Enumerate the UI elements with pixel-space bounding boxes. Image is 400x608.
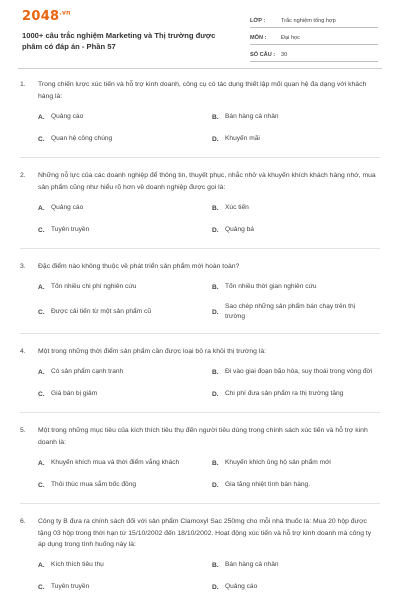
option-letter: A. (38, 459, 45, 467)
option-letter: B. (212, 368, 219, 376)
option-letter: D. (212, 308, 219, 316)
question-number: 2. (20, 172, 26, 179)
option-letter: D. (212, 481, 219, 489)
answer-options (0, 364, 400, 402)
answer-options (0, 200, 400, 238)
option-text: Bán hàng cá nhân (225, 561, 279, 569)
option-c[interactable] (38, 477, 212, 493)
option-a[interactable] (38, 455, 212, 471)
option-b[interactable] (212, 280, 386, 296)
document-title: 1000+ câu trắc nghiệm Marketing và Thị trường được phâm có đáp án - Phần 57 (22, 31, 216, 51)
option-b[interactable] (212, 109, 386, 125)
meta-row-class (250, 14, 378, 28)
option-letter: A. (38, 284, 45, 291)
option-d[interactable] (212, 222, 386, 238)
question-list (0, 79, 400, 608)
question-separator (20, 248, 380, 249)
question-number: 1. (20, 81, 26, 88)
option-letter: D. (212, 226, 219, 234)
option-letter: D. (212, 584, 219, 591)
meta-value: Đại học (281, 34, 300, 41)
option-c[interactable] (38, 222, 212, 238)
option-a[interactable] (38, 109, 212, 125)
question-6 (0, 516, 400, 596)
option-text: Khuyến mãi (225, 134, 260, 142)
option-c[interactable] (38, 131, 212, 147)
option-a[interactable] (38, 364, 212, 380)
question-text: Đặc điểm nào không thuộc về phát triển sản phẩm mới hoàn toàn? (38, 263, 240, 270)
option-b[interactable] (212, 200, 386, 216)
option-text: Tuyên truyền (51, 583, 90, 591)
option-letter: A. (38, 113, 45, 121)
option-letter: A. (38, 562, 45, 569)
question-text: Một trong những thời điểm sản phẩm cần được loại bỏ ra khỏi thị trường là: (38, 347, 267, 355)
option-letter: A. (38, 204, 45, 212)
logo-suffix: .vn (59, 9, 71, 17)
option-text: Kích thích tiêu thụ (51, 561, 104, 569)
header-divider (18, 68, 382, 69)
site-logo[interactable] (22, 9, 71, 24)
option-b[interactable] (212, 364, 386, 380)
option-a[interactable] (38, 200, 212, 216)
meta-value: Trắc nghiệm tổng hợp (281, 17, 336, 24)
answer-options (0, 558, 400, 596)
option-text: Khuyến khích ủng hộ sản phẩm mới (225, 458, 331, 466)
meta-value: 30 (281, 51, 288, 58)
answer-options (0, 455, 400, 493)
option-text: Khuyến khích mua và thời điểm vắng khách (51, 458, 180, 466)
option-letter: B. (212, 459, 219, 467)
option-letter: C. (38, 308, 45, 316)
option-d[interactable] (212, 477, 386, 493)
option-a[interactable] (38, 280, 212, 296)
option-text: Sao chép những sản phẩm bán chạy trên thị trường (225, 302, 356, 320)
option-text: Quảng cáo (51, 112, 84, 120)
option-letter: C. (38, 226, 45, 234)
option-text: Được cải tiến từ một sản phẩm cũ (51, 307, 152, 315)
option-b[interactable] (212, 455, 386, 471)
question-separator (20, 157, 380, 158)
option-b[interactable] (212, 558, 386, 574)
option-text: Quảng cáo (51, 203, 84, 211)
meta-row-subject (250, 31, 378, 45)
meta-row-count (250, 48, 378, 62)
answer-options (0, 109, 400, 147)
option-text: Bán hàng cá nhân (225, 112, 279, 120)
question-5 (0, 425, 400, 504)
option-letter: B. (212, 562, 219, 569)
logo-text: 2048 (22, 9, 60, 24)
option-c[interactable] (38, 302, 212, 323)
question-number: 6. (20, 518, 26, 525)
option-d[interactable] (212, 580, 386, 596)
option-letter: C. (38, 584, 45, 591)
option-text: Xúc tiến (225, 203, 249, 211)
question-number: 4. (20, 347, 26, 355)
question-text: Công ty B đưa ra chính sách đối với sản phẩm Clamoxyl Sac 250mg cho mỗi nhà thuốc là: Mua 20 hộp được tặng 03 hộp trong thời hạn từ 15/10/2002 đến 18/10/2002. Hoạt động xúc tiến và hỗ trợ kinh doanh mà công ty áp dụng trong tình huống này là: (38, 518, 372, 548)
option-text: Giá bán bị giảm (51, 389, 98, 397)
question-1 (0, 79, 400, 158)
question-number: 5. (20, 427, 26, 434)
option-letter: C. (38, 390, 45, 398)
question-separator (20, 503, 380, 504)
document-meta (250, 14, 378, 65)
answer-options (0, 280, 400, 323)
option-text: Tốn nhiều thời gian nghiên cứu (225, 283, 317, 291)
option-text: Quảng bá (225, 225, 254, 233)
option-text: Đi vào giai đoạn bão hòa, suy thoái trong vòng đời (225, 367, 373, 375)
option-letter: B. (212, 113, 219, 121)
option-letter: D. (212, 390, 219, 398)
option-c[interactable] (38, 386, 212, 402)
option-text: Tuyên truyền (51, 225, 90, 233)
meta-label: SỐ CÂU : (250, 51, 276, 58)
question-3 (0, 261, 400, 334)
option-text: Chi phí đưa sản phẩm ra thị trường tăng (225, 389, 344, 397)
meta-label: LỚP : (250, 17, 266, 24)
option-text: Tốn nhiều chi phí nghiên cứu (51, 283, 137, 291)
option-letter: D. (212, 135, 219, 143)
question-separator (20, 412, 380, 413)
option-letter: A. (38, 368, 45, 376)
option-a[interactable] (38, 558, 212, 574)
option-text: Thôi thúc mua sắm bốc đồng (51, 480, 137, 488)
question-2 (0, 170, 400, 249)
option-text: Quan hệ công chúng (51, 134, 113, 142)
meta-label: MÔN : (250, 34, 267, 41)
option-letter: B. (212, 204, 219, 212)
question-4 (0, 346, 400, 414)
page-header (0, 0, 400, 64)
option-text: Gia tăng nhiệt tình bán hàng. (225, 480, 311, 488)
question-text: Trong chiến lược xúc tiến và hỗ trợ kinh doanh, công cụ có tác dụng thiết lập mối quan hệ đa dạng với khách hàng là: (38, 81, 367, 100)
question-number: 3. (20, 263, 26, 270)
option-d[interactable] (212, 302, 386, 323)
option-letter: C. (38, 135, 45, 143)
option-letter: B. (212, 284, 219, 291)
option-text: Quảng cáo (225, 583, 258, 591)
option-text: Có sản phẩm cạnh tranh (51, 367, 124, 375)
option-d[interactable] (212, 131, 386, 147)
question-separator (20, 333, 380, 334)
option-d[interactable] (212, 386, 386, 402)
question-text: Những nỗ lực của các doanh nghiệp để thông tin, thuyết phục, nhắc nhở và khuyến khích khách hàng nhớ, mua sản phẩm cũng như hiểu rõ hơn về doanh nghiệp được gọi là: (38, 172, 376, 191)
question-text: Một trong những mục tiêu của kích thích tiêu thụ đến người tiêu dùng trong chính sách xúc tiến và hỗ trợ kinh doanh là: (38, 427, 368, 446)
option-c[interactable] (38, 580, 212, 596)
option-letter: C. (38, 481, 45, 489)
